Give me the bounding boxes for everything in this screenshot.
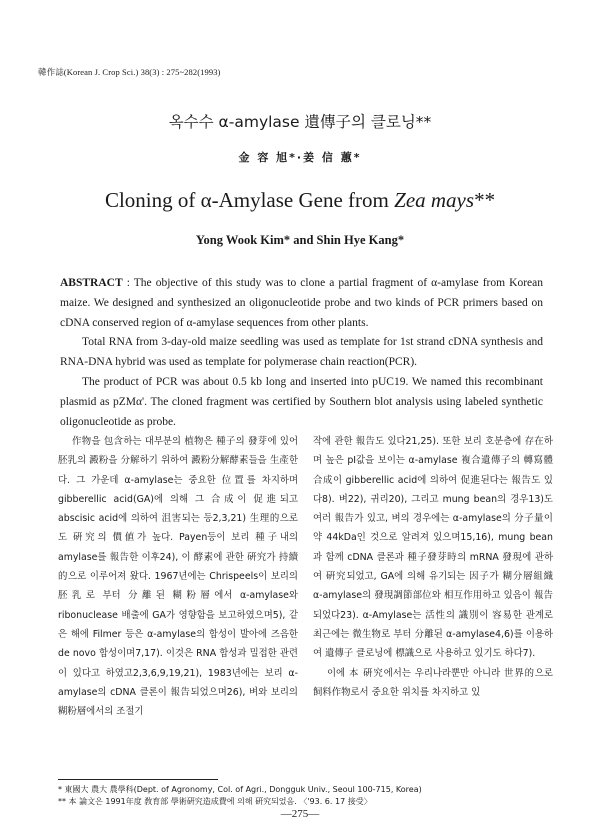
footnote-divider [58,779,218,780]
english-authors: Yong Wook Kim* and Shin Hye Kang* [195,233,405,247]
journal-citation: 韓作誌(Korean J. Crop Sci.) 38(3) : 275~282(1993) [38,67,221,77]
body-column-left [58,432,298,721]
korean-title: 옥수수 α-amylase 遺傳子의 클로닝** [168,113,432,131]
abstract-paragraph-1 [60,274,543,333]
body-paragraph: 이에 本 硏究에서는 우리나라뿐만 아니라 世界的으로 飼料作物로서 중요한 위치를 차지하고 있 [313,667,553,698]
english-title-species: Zea mays [394,188,475,212]
abstract-label: ABSTRACT [60,277,123,289]
abstract-paragraph-2: Total RNA from 3-day-old maize seedling was used as template for 1st strand cDNA synthesis and RNA-DNA hybrid was used as template for polymerase chain reaction(PCR). [60,336,543,369]
page-number: —275— [280,808,320,820]
footnote-funding: ** 本 論文은 1991年度 敎育部 學術硏究造成費에 의해 硏究되었음. 〈'93. 6. 17 接受〉 [58,797,372,806]
abstract-text-1: : The objective of this study was to clone a partial fragment of α-amylase from Korean maize. We designed and synthesized an oligonucleotide probe and two kinds of PCR primers based on cDNA conserved region of α-amylase sequences from other plants. [60,277,543,329]
body-paragraph: 작에 관한 報告도 있다21,25). 또한 보리 호분층에 存在하며 높은 pI값을 보이는 α-amylase 複合遺傳子의 轉寫體 合成이 gibberellic acid에 의하여 促進된다는 報告도 있다8). 벼22), 귀리20), 그리고 mung bean의 경우13)도 여러 報告가 있고, 벼의 경우에는 α-amylase의 分子量이 약 44kDa인 것으로 알려져 있으며15,16), mung bean과 함께 cDNA 클론과 種子發芽時의 mRNA 發現에 관하여 硏究되었고, GA에 의해 유기되는 因子가 糊分層組織 α-amylase의 發現調節部位와 相互作用하고 있음이 報告되었다23). α-Amylase는 活性의 識別이 容易한 관계로 최근에는 微生物로 부터 分離된 α-amylase4,6)를 이용하여 遺傳子 클로닝에 標識으로 사용하고 있기도 하다7). [313,436,553,660]
english-title-suffix: ** [474,188,496,212]
korean-authors: 金 容 旭*·姜 信 蕙* [238,151,362,164]
english-title-main: Cloning of α-Amylase Gene from [104,188,395,212]
footnote-affiliation: * 東國大 農大 農學科(Dept. of Agronomy, Col. of Agri., Dongguk Univ., Seoul 100-715, Korea) [58,785,422,794]
abstract-paragraph-3: The product of PCR was about 0.5 kb long and inserted into pUC19. We named this recombinant plasmid as pZMα'. The cloned fragment was certified by Southern blot analysis using labeled synthetic oligonucleotide as probe. [60,375,543,428]
body-column-right [313,432,553,702]
body-paragraph: 作物을 包含하는 대부분의 植物은 種子의 發芽에 있어 胚乳의 澱粉을 分解하기 위하여 澱粉分解酵素들을 生產한다. 그 가운데 α-amylase는 중요한 位置를 차지하며 gibberellic acid(GA)에 의해 그 合成이 促進되고 abscisic acid에 의하여 沮害되는 등2,3,21) 生理的으로도 硏究의 價値가 높다. Payen등이 보리 種子내의 amylase를 報告한 이후24), 이 酵素에 관한 硏究가 持續的으로 이루어져 왔다. 1967년에는 Chrispeels이 보리의 胚乳로 부터 分離된 糊粉層에서 α-amylase와 ribonuclease 배출에 GA가 영향함을 보고하였으며5), 같은 해에 Filmer 등은 α-amylase의 합성이 발아에 즈음한 de novo 합성이며7,17). 이것은 RNA 합성과 밀접한 관련이 있다고 하였고2,3,6,9,19,21), 1983년에는 보리 α-amylase의 cDNA 클론이 報告되었으며26), 벼와 보리의 糊粉層에서의 조절기 [58,436,298,718]
english-title [0,188,600,213]
abstract [60,274,543,432]
